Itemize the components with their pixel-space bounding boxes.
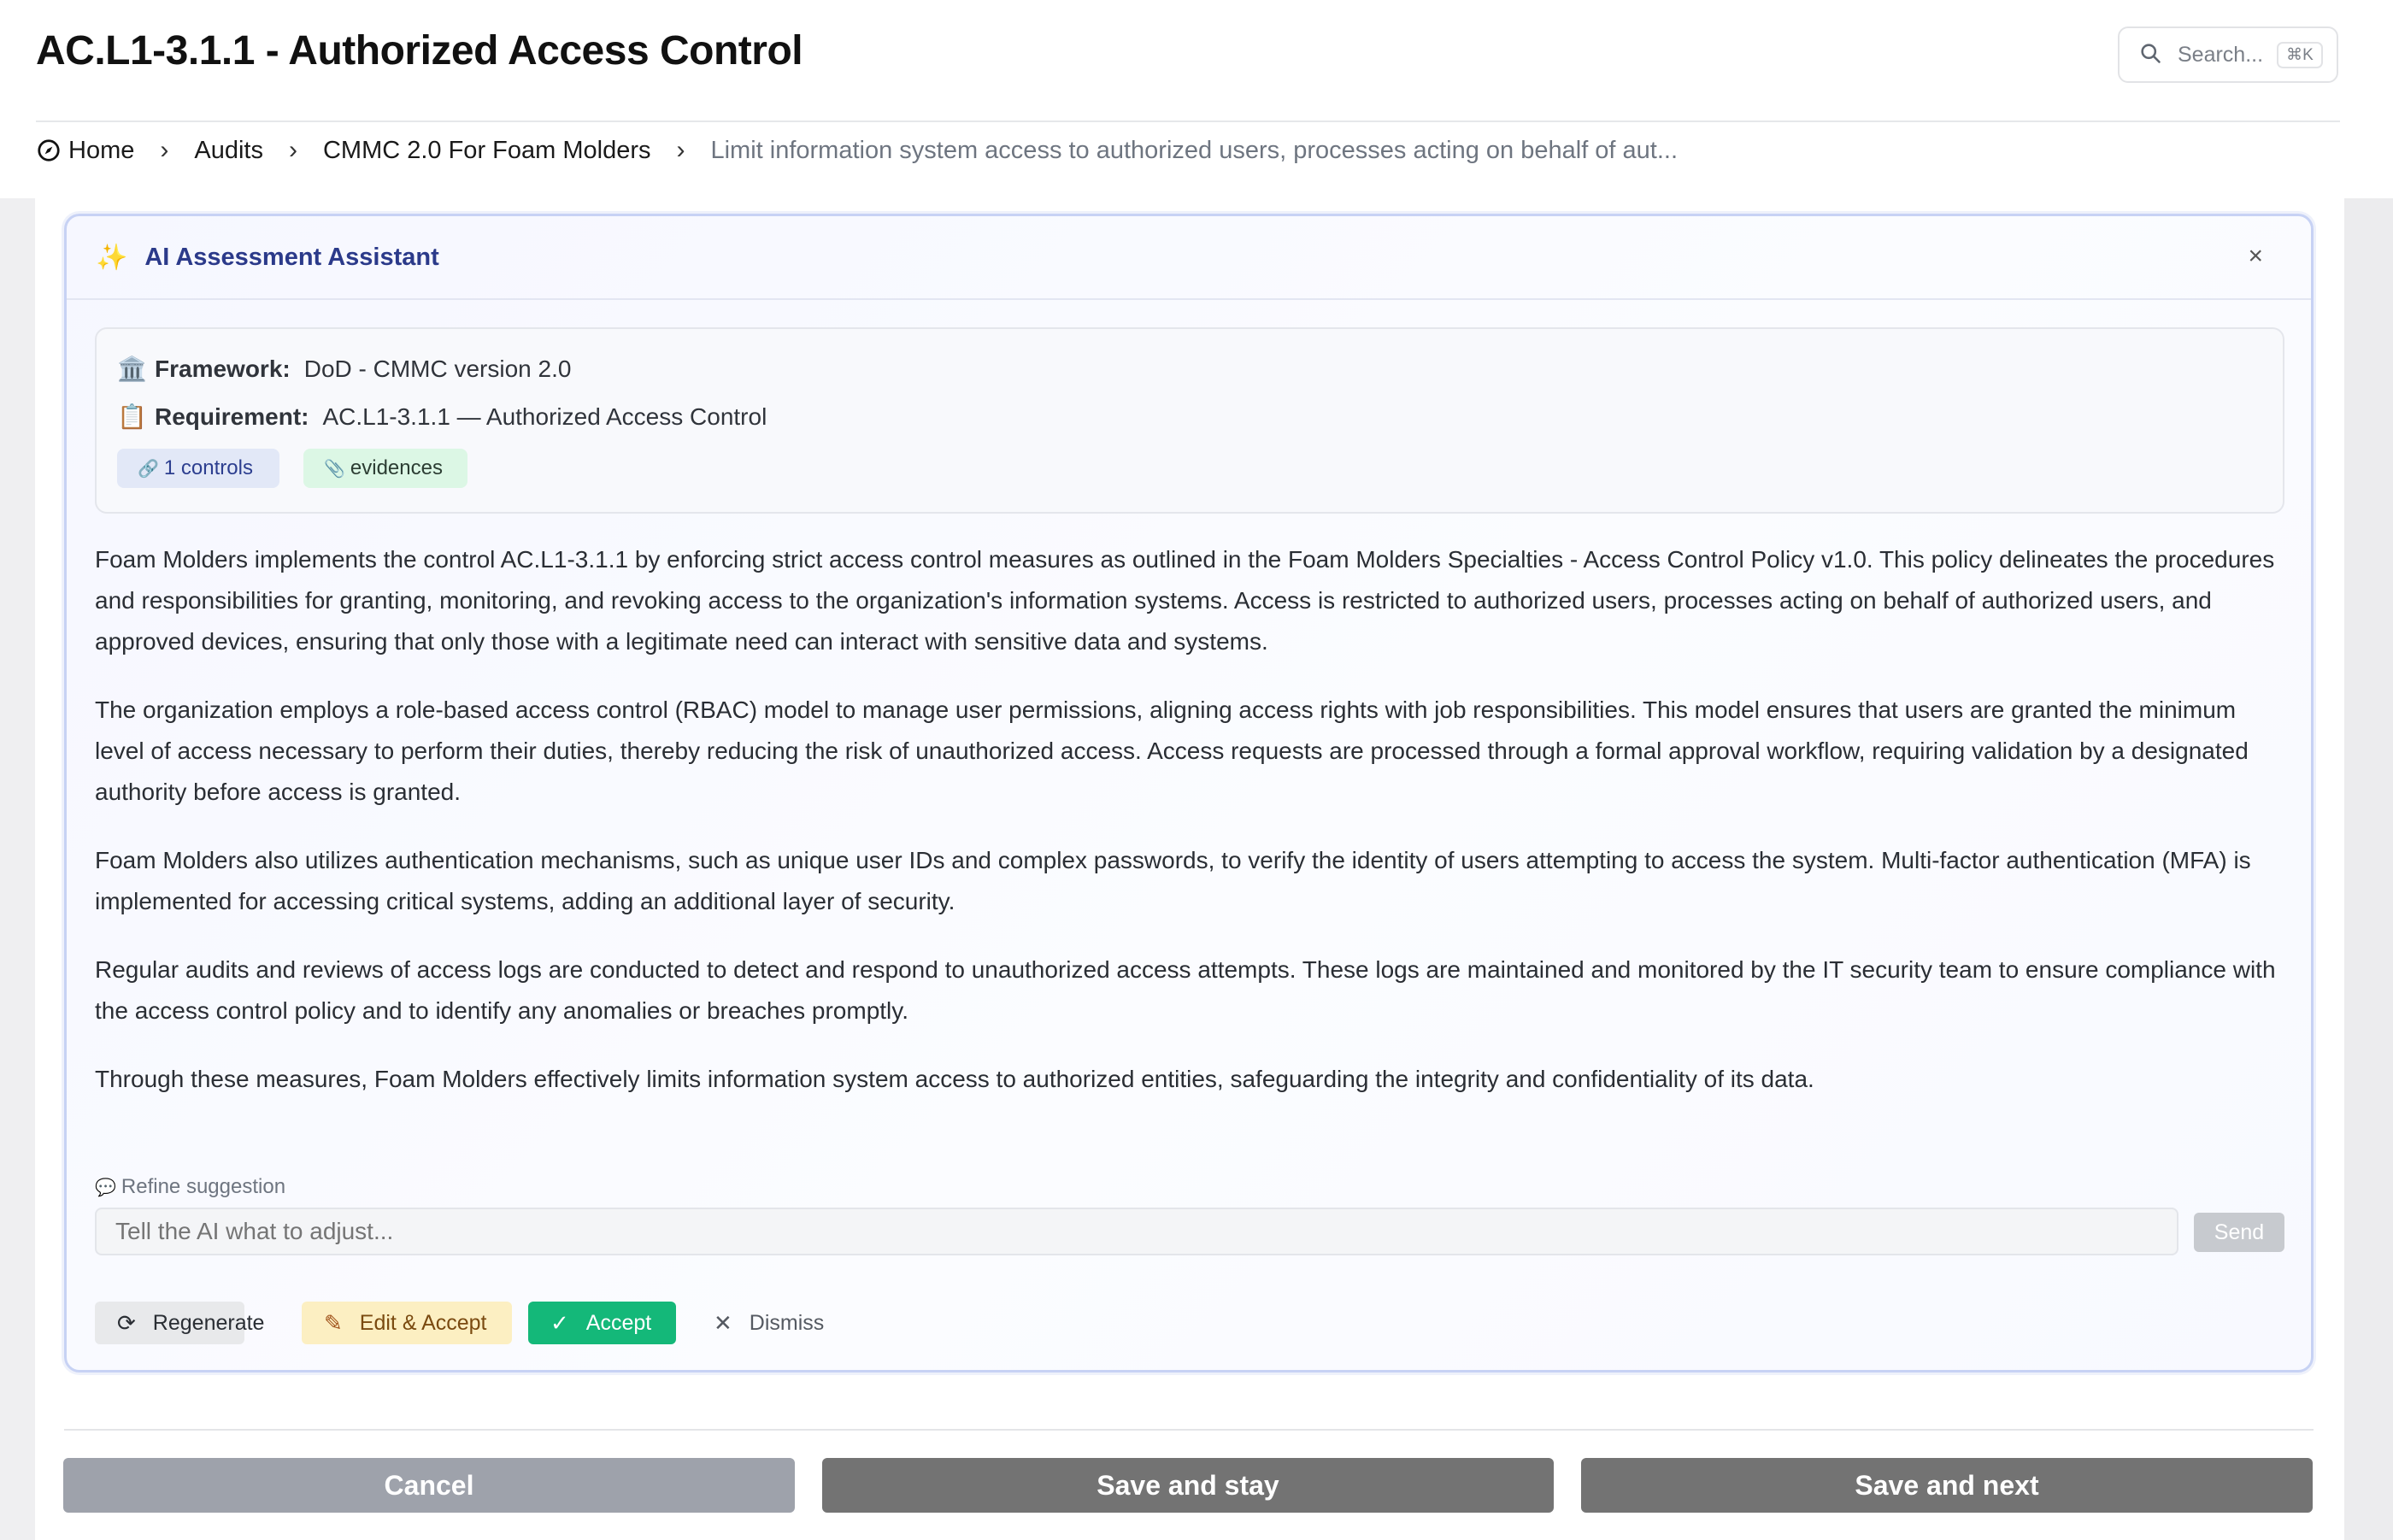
breadcrumb-home[interactable] [36, 137, 134, 165]
dismiss-button[interactable] [691, 1302, 828, 1344]
refine-label-text: Refine suggestion [121, 1175, 286, 1198]
building-icon: 🏛️ [117, 356, 147, 382]
edit-accept-button[interactable] [302, 1302, 512, 1344]
chevron-right-icon: › [676, 136, 685, 164]
accept-label: Accept [585, 1310, 652, 1335]
breadcrumb-audit[interactable]: CMMC 2.0 For Foam Molders [322, 136, 651, 164]
refine-label [95, 1175, 285, 1199]
close-icon: ✕ [714, 1309, 732, 1336]
save-and-stay-button[interactable]: Save and stay [822, 1458, 1554, 1513]
dismiss-label: Dismiss [749, 1310, 825, 1335]
search-placeholder: Search... [2178, 42, 2264, 67]
speech-bubble-icon: 💬 [95, 1178, 116, 1197]
accept-button[interactable] [528, 1302, 676, 1344]
breadcrumb-current: Limit information system access to authorized users, processes acting on behalf of aut... [710, 136, 1679, 164]
send-button[interactable]: Send [2194, 1213, 2284, 1252]
check-icon: ✓ [550, 1309, 569, 1336]
save-and-next-button[interactable]: Save and next [1581, 1458, 2313, 1513]
refresh-icon: ⟳ [117, 1309, 136, 1336]
ai-assistant-header [67, 216, 2311, 300]
framework-row [117, 355, 571, 383]
suggestion-text [95, 539, 2291, 1127]
regenerate-label: Regenerate [152, 1310, 265, 1335]
breadcrumb-home-label: Home [68, 136, 135, 164]
refine-input[interactable] [95, 1208, 2178, 1255]
search-icon [2138, 41, 2162, 69]
controls-chip[interactable] [117, 449, 279, 488]
compass-icon [36, 138, 62, 163]
header-divider [36, 120, 2340, 122]
search-box[interactable] [2118, 26, 2338, 83]
framework-value: DoD - CMMC version 2.0 [303, 355, 572, 382]
footer-divider [64, 1429, 2314, 1431]
pencil-icon: ✎ [324, 1309, 343, 1336]
page-gutter-left [0, 198, 35, 1540]
requirement-value: AC.L1-3.1.1 — Authorized Access Control [322, 403, 767, 430]
search-shortcut: ⌘K [2277, 42, 2323, 68]
link-icon: 🔗 [138, 459, 159, 479]
edit-accept-label: Edit & Accept [359, 1310, 487, 1335]
context-card [95, 327, 2284, 514]
clipboard-icon: 📋 [117, 403, 147, 430]
regenerate-button[interactable] [95, 1302, 265, 1344]
cancel-button[interactable]: Cancel [63, 1458, 795, 1513]
ai-assistant-title: AI Assessment Assistant [144, 243, 439, 271]
suggestion-paragraph: Regular audits and reviews of access logs are conducted to detect and respond to unauthorized access attempts. These logs are maintained and monitored by the IT security team to ensure compliance with the access control policy and to identify any anomalies or breaches promptly. [95, 956, 2276, 1024]
suggestion-paragraph: The organization employs a role-based access control (RBAC) model to manage user permissions, aligning access rights with job responsibilities. This model ensures that users are granted the minimum level of access necessary to perform their duties, thereby reducing the risk of unauthorized access. Access requests are processed through a formal approval workflow, requiring validation by a designated authority before access is granted. [95, 697, 2249, 805]
sparkles-icon: ✨ [96, 243, 128, 272]
framework-key: Framework: [155, 355, 291, 382]
suggestion-paragraph: Through these measures, Foam Molders effectively limits information system access to authorized entities, safeguarding the integrity and confidentiality of its data. [95, 1066, 1814, 1092]
evidences-chip-label: evidences [350, 456, 443, 479]
requirement-row [117, 403, 767, 431]
close-icon[interactable]: × [2248, 242, 2263, 270]
breadcrumb-audits[interactable]: Audits [194, 136, 263, 164]
controls-chip-label: 1 controls [163, 456, 253, 479]
chevron-right-icon: › [160, 136, 169, 164]
chevron-right-icon: › [288, 136, 297, 164]
page-header [0, 0, 2393, 198]
page-gutter-right [2344, 198, 2393, 1540]
evidences-chip[interactable] [303, 449, 467, 488]
requirement-key: Requirement: [155, 403, 309, 430]
suggestion-paragraph: Foam Molders implements the control AC.L1-3.1.1 by enforcing strict access control measures as outlined in the Foam Molders Specialties - Access Control Policy v1.0. This policy delineates the procedures and responsibilities for granting, monitoring, and revoking access to the organization's information systems. Access is restricted to authorized users, processes acting on behalf of authorized users, and approved devices, ensuring that only those with a legitimate need can interact with sensitive data and systems. [95, 546, 2275, 655]
breadcrumb [36, 133, 1678, 168]
ai-assistant-panel [64, 214, 2314, 1372]
suggestion-paragraph: Foam Molders also utilizes authentication mechanisms, such as unique user IDs and complex passwords, to verify the identity of users attempting to access the system. Multi-factor authentication (MFA) is implemented for accessing critical systems, adding an additional layer of security. [95, 847, 2251, 914]
page-title: AC.L1-3.1.1 - Authorized Access Control [36, 28, 803, 73]
paperclip-icon: 📎 [324, 459, 345, 479]
